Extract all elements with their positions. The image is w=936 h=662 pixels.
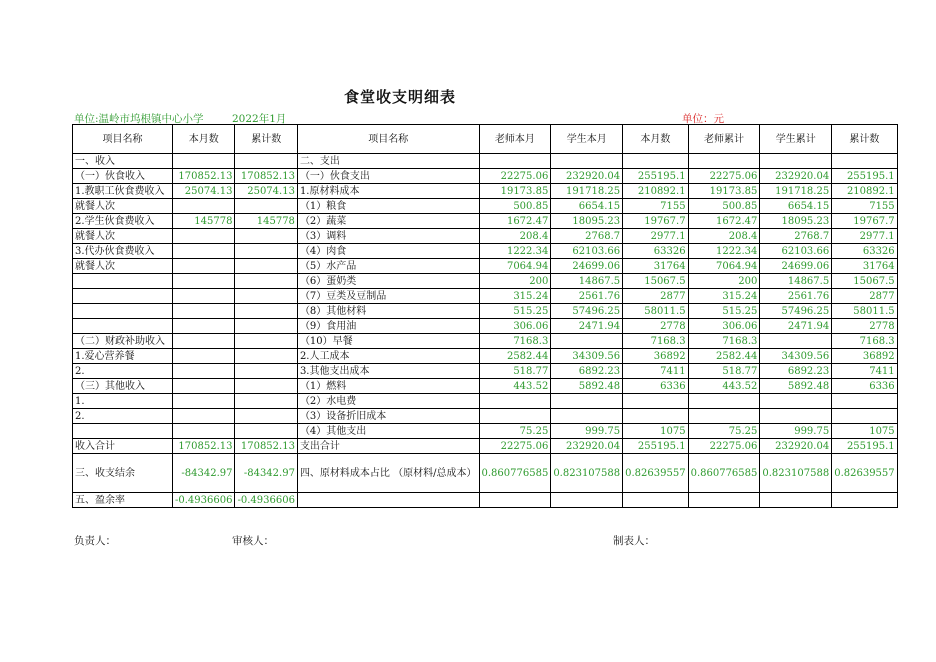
table-row bbox=[73, 493, 898, 508]
value-cell[interactable]: 443.52 bbox=[479, 379, 551, 394]
value-cell[interactable] bbox=[760, 394, 832, 409]
value-cell[interactable] bbox=[832, 409, 897, 424]
value-cell[interactable]: 63326 bbox=[623, 244, 688, 259]
value-cell[interactable]: 170852.13 bbox=[235, 169, 297, 184]
item-name-cell[interactable]: （8）其他材料 bbox=[297, 304, 479, 319]
value-cell[interactable]: 0.823107588 bbox=[760, 454, 832, 493]
value-cell[interactable] bbox=[173, 334, 235, 349]
item-name-cell[interactable] bbox=[73, 424, 173, 439]
value-cell[interactable]: 0.860776585 bbox=[688, 454, 760, 493]
value-cell[interactable]: 232920.04 bbox=[551, 169, 623, 184]
value-cell[interactable]: 255195.1 bbox=[832, 439, 897, 454]
value-cell[interactable]: 1672.47 bbox=[479, 214, 551, 229]
value-cell[interactable]: 22275.06 bbox=[688, 439, 760, 454]
value-cell[interactable] bbox=[760, 154, 832, 169]
value-cell[interactable]: 2778 bbox=[832, 319, 897, 334]
value-cell[interactable]: 315.24 bbox=[688, 289, 760, 304]
value-cell[interactable] bbox=[173, 349, 235, 364]
value-cell[interactable] bbox=[235, 409, 297, 424]
item-name-cell[interactable]: 收入合计 bbox=[73, 439, 173, 454]
value-cell[interactable]: 0.82639557 bbox=[832, 454, 897, 493]
value-cell[interactable]: 255195.1 bbox=[623, 439, 688, 454]
item-name-cell[interactable]: （6）蛋奶类 bbox=[297, 274, 479, 289]
value-cell[interactable] bbox=[235, 364, 297, 379]
value-cell[interactable] bbox=[760, 409, 832, 424]
value-cell[interactable]: 2877 bbox=[623, 289, 688, 304]
item-name-cell[interactable]: （三）其他收入 bbox=[73, 379, 173, 394]
value-cell[interactable]: 22275.06 bbox=[688, 169, 760, 184]
column-header: 学生本月 bbox=[551, 125, 623, 154]
responsible-person-label: 负责人： bbox=[74, 535, 116, 547]
value-cell[interactable]: 200 bbox=[688, 274, 760, 289]
item-name-cell[interactable] bbox=[73, 289, 173, 304]
value-cell[interactable]: -84342.97 bbox=[173, 454, 235, 493]
value-cell[interactable]: 6654.15 bbox=[551, 199, 623, 214]
value-cell[interactable] bbox=[173, 274, 235, 289]
value-cell[interactable]: -0.4936606 bbox=[235, 493, 297, 508]
income-expense-table bbox=[72, 124, 898, 508]
value-cell[interactable] bbox=[551, 394, 623, 409]
item-name-cell[interactable]: 四、原材料成本占比 （原材料/总成本） bbox=[297, 454, 479, 493]
table-row bbox=[73, 184, 898, 199]
table-row bbox=[73, 334, 898, 349]
value-cell[interactable]: -84342.97 bbox=[235, 454, 297, 493]
table-row bbox=[73, 364, 898, 379]
value-cell[interactable]: 2582.44 bbox=[479, 349, 551, 364]
value-cell[interactable] bbox=[832, 154, 897, 169]
value-cell[interactable]: 62103.66 bbox=[551, 244, 623, 259]
item-name-cell[interactable]: 1.教职工伙食费收入 bbox=[73, 184, 173, 199]
value-cell[interactable]: 2977.1 bbox=[832, 229, 897, 244]
value-cell[interactable]: 7168.3 bbox=[832, 334, 897, 349]
item-name-cell[interactable]: （4）其他支出 bbox=[297, 424, 479, 439]
value-cell[interactable]: 170852.13 bbox=[235, 439, 297, 454]
item-name-cell[interactable]: （9）食用油 bbox=[297, 319, 479, 334]
value-cell[interactable] bbox=[832, 493, 897, 508]
value-cell[interactable] bbox=[235, 259, 297, 274]
value-cell[interactable]: 500.85 bbox=[479, 199, 551, 214]
value-cell[interactable]: 7168.3 bbox=[688, 334, 760, 349]
item-name-cell[interactable]: （3）设备折旧成本 bbox=[297, 409, 479, 424]
item-name-cell[interactable]: （10）早餐 bbox=[297, 334, 479, 349]
item-name-cell[interactable]: 就餐人次 bbox=[73, 259, 173, 274]
value-cell[interactable] bbox=[551, 409, 623, 424]
item-name-cell[interactable]: （一）伙食支出 bbox=[297, 169, 479, 184]
value-cell[interactable]: 24699.06 bbox=[760, 259, 832, 274]
value-cell[interactable]: 19173.85 bbox=[479, 184, 551, 199]
value-cell[interactable]: 200 bbox=[479, 274, 551, 289]
value-cell[interactable] bbox=[551, 493, 623, 508]
value-cell[interactable]: 170852.13 bbox=[173, 169, 235, 184]
value-cell[interactable]: 19173.85 bbox=[688, 184, 760, 199]
value-cell[interactable] bbox=[235, 319, 297, 334]
table-row bbox=[73, 454, 898, 493]
table-row bbox=[73, 169, 898, 184]
value-cell[interactable]: 57496.25 bbox=[760, 304, 832, 319]
value-cell[interactable]: 14867.5 bbox=[551, 274, 623, 289]
item-name-cell[interactable]: 支出合计 bbox=[297, 439, 479, 454]
value-cell[interactable]: 443.52 bbox=[688, 379, 760, 394]
header-row bbox=[73, 125, 898, 154]
item-name-cell[interactable]: （7）豆类及豆制品 bbox=[297, 289, 479, 304]
value-cell[interactable] bbox=[235, 424, 297, 439]
value-cell[interactable]: 14867.5 bbox=[760, 274, 832, 289]
value-cell[interactable]: 306.06 bbox=[479, 319, 551, 334]
item-name-cell[interactable]: 1.爱心营养餐 bbox=[73, 349, 173, 364]
value-cell[interactable]: 0.823107588 bbox=[551, 454, 623, 493]
value-cell[interactable]: 15067.5 bbox=[623, 274, 688, 289]
value-cell[interactable] bbox=[173, 244, 235, 259]
value-cell[interactable]: 5892.48 bbox=[551, 379, 623, 394]
value-cell[interactable] bbox=[173, 319, 235, 334]
item-name-cell[interactable]: 3.其他支出成本 bbox=[297, 364, 479, 379]
column-header: 本月数 bbox=[173, 125, 235, 154]
value-cell[interactable]: 0.860776585 bbox=[479, 454, 551, 493]
value-cell[interactable]: 7411 bbox=[623, 364, 688, 379]
value-cell[interactable] bbox=[173, 229, 235, 244]
value-cell[interactable] bbox=[235, 229, 297, 244]
value-cell[interactable] bbox=[235, 274, 297, 289]
table-row bbox=[73, 379, 898, 394]
value-cell[interactable] bbox=[479, 493, 551, 508]
item-name-cell[interactable]: 2. bbox=[73, 409, 173, 424]
value-cell[interactable] bbox=[235, 154, 297, 169]
value-cell[interactable]: 6654.15 bbox=[760, 199, 832, 214]
value-cell[interactable]: 2471.94 bbox=[551, 319, 623, 334]
value-cell[interactable]: 515.25 bbox=[688, 304, 760, 319]
value-cell[interactable] bbox=[173, 394, 235, 409]
value-cell[interactable]: 7168.3 bbox=[479, 334, 551, 349]
value-cell[interactable]: 2778 bbox=[623, 319, 688, 334]
value-cell[interactable] bbox=[173, 259, 235, 274]
value-cell[interactable]: 34309.56 bbox=[760, 349, 832, 364]
item-name-cell[interactable]: （1）粮食 bbox=[297, 199, 479, 214]
sheet-title: 食堂收支明细表 bbox=[343, 88, 456, 106]
value-cell[interactable]: 7155 bbox=[623, 199, 688, 214]
value-cell[interactable] bbox=[173, 199, 235, 214]
table-row bbox=[73, 424, 898, 439]
value-cell[interactable]: 1075 bbox=[832, 424, 897, 439]
value-cell[interactable]: 232920.04 bbox=[551, 439, 623, 454]
value-cell[interactable]: 63326 bbox=[832, 244, 897, 259]
value-cell[interactable]: 15067.5 bbox=[832, 274, 897, 289]
item-name-cell[interactable]: 一、收入 bbox=[73, 154, 173, 169]
table-row bbox=[73, 409, 898, 424]
column-header: 学生累计 bbox=[760, 125, 832, 154]
item-name-cell[interactable]: （4）肉食 bbox=[297, 244, 479, 259]
table-row bbox=[73, 274, 898, 289]
table-row bbox=[73, 319, 898, 334]
value-cell[interactable]: 22275.06 bbox=[479, 439, 551, 454]
value-cell[interactable] bbox=[688, 409, 760, 424]
value-cell[interactable] bbox=[235, 304, 297, 319]
table-row bbox=[73, 259, 898, 274]
item-name-cell[interactable]: （2）蔬菜 bbox=[297, 214, 479, 229]
value-cell[interactable]: 306.06 bbox=[688, 319, 760, 334]
value-cell[interactable]: 7411 bbox=[832, 364, 897, 379]
item-name-cell[interactable] bbox=[73, 274, 173, 289]
value-cell[interactable] bbox=[832, 394, 897, 409]
value-cell[interactable]: 255195.1 bbox=[832, 169, 897, 184]
value-cell[interactable]: 315.24 bbox=[479, 289, 551, 304]
value-cell[interactable]: 34309.56 bbox=[551, 349, 623, 364]
value-cell[interactable]: 22275.06 bbox=[479, 169, 551, 184]
value-cell[interactable]: 6336 bbox=[623, 379, 688, 394]
reviewer-label: 审核人： bbox=[232, 535, 274, 547]
value-cell[interactable]: 210892.1 bbox=[832, 184, 897, 199]
item-name-cell[interactable]: （5）水产品 bbox=[297, 259, 479, 274]
item-name-cell[interactable]: （3）调料 bbox=[297, 229, 479, 244]
table-row bbox=[73, 349, 898, 364]
value-cell[interactable] bbox=[173, 379, 235, 394]
value-cell[interactable] bbox=[551, 154, 623, 169]
value-cell[interactable] bbox=[173, 424, 235, 439]
value-cell[interactable]: 191718.25 bbox=[760, 184, 832, 199]
value-cell[interactable]: 1672.47 bbox=[688, 214, 760, 229]
value-cell[interactable] bbox=[173, 154, 235, 169]
value-cell[interactable]: 0.82639557 bbox=[623, 454, 688, 493]
table-row bbox=[73, 289, 898, 304]
value-cell[interactable]: 6892.23 bbox=[551, 364, 623, 379]
value-cell[interactable]: 255195.1 bbox=[623, 169, 688, 184]
value-cell[interactable]: 1075 bbox=[623, 424, 688, 439]
column-header: 累计数 bbox=[832, 125, 897, 154]
value-cell[interactable] bbox=[760, 334, 832, 349]
table-row bbox=[73, 439, 898, 454]
value-cell[interactable]: 500.85 bbox=[688, 199, 760, 214]
value-cell[interactable]: 999.75 bbox=[551, 424, 623, 439]
unit-label: 单位:温岭市坞根镇中心小学 bbox=[74, 113, 204, 125]
value-cell[interactable]: 208.4 bbox=[479, 229, 551, 244]
value-cell[interactable] bbox=[688, 493, 760, 508]
item-name-cell[interactable]: （2）水电费 bbox=[297, 394, 479, 409]
item-name-cell[interactable]: 2.人工成本 bbox=[297, 349, 479, 364]
value-cell[interactable]: 2561.76 bbox=[551, 289, 623, 304]
item-name-cell[interactable]: 就餐人次 bbox=[73, 199, 173, 214]
value-cell[interactable]: 6892.23 bbox=[760, 364, 832, 379]
value-cell[interactable]: 518.77 bbox=[479, 364, 551, 379]
value-cell[interactable]: 515.25 bbox=[479, 304, 551, 319]
value-cell[interactable] bbox=[760, 493, 832, 508]
item-name-cell[interactable]: 就餐人次 bbox=[73, 229, 173, 244]
value-cell[interactable] bbox=[688, 394, 760, 409]
value-cell[interactable]: 19767.7 bbox=[832, 214, 897, 229]
value-cell[interactable]: 2582.44 bbox=[688, 349, 760, 364]
value-cell[interactable]: 31764 bbox=[623, 259, 688, 274]
value-cell[interactable] bbox=[551, 334, 623, 349]
item-name-cell[interactable]: （一）伙食收入 bbox=[73, 169, 173, 184]
table-row bbox=[73, 229, 898, 244]
value-cell[interactable] bbox=[173, 364, 235, 379]
table-row bbox=[73, 304, 898, 319]
value-cell[interactable]: 36892 bbox=[623, 349, 688, 364]
period-label: 2022年1月 bbox=[232, 113, 287, 125]
value-cell[interactable]: 62103.66 bbox=[760, 244, 832, 259]
value-cell[interactable] bbox=[479, 409, 551, 424]
value-cell[interactable]: 191718.25 bbox=[551, 184, 623, 199]
value-cell[interactable]: 7064.94 bbox=[479, 259, 551, 274]
item-name-cell[interactable]: 2.学生伙食费收入 bbox=[73, 214, 173, 229]
value-cell[interactable]: 58011.5 bbox=[623, 304, 688, 319]
value-cell[interactable]: 6336 bbox=[832, 379, 897, 394]
value-cell[interactable]: 2768.7 bbox=[760, 229, 832, 244]
value-cell[interactable] bbox=[173, 289, 235, 304]
value-cell[interactable]: 1222.34 bbox=[479, 244, 551, 259]
value-cell[interactable] bbox=[623, 409, 688, 424]
value-cell[interactable] bbox=[235, 394, 297, 409]
item-name-cell[interactable]: 2. bbox=[73, 364, 173, 379]
value-cell[interactable]: 5892.48 bbox=[760, 379, 832, 394]
value-cell[interactable]: 18095.23 bbox=[551, 214, 623, 229]
preparer-label: 制表人： bbox=[613, 535, 655, 547]
value-cell[interactable]: 232920.04 bbox=[760, 169, 832, 184]
value-cell[interactable] bbox=[479, 154, 551, 169]
value-cell[interactable] bbox=[173, 304, 235, 319]
value-cell[interactable]: -0.4936606 bbox=[173, 493, 235, 508]
value-cell[interactable]: 1222.34 bbox=[688, 244, 760, 259]
table-row bbox=[73, 154, 898, 169]
column-header: 项目名称 bbox=[73, 125, 173, 154]
value-cell[interactable]: 18095.23 bbox=[760, 214, 832, 229]
value-cell[interactable] bbox=[623, 154, 688, 169]
item-name-cell[interactable]: 3.代办伙食费收入 bbox=[73, 244, 173, 259]
item-name-cell[interactable]: 五、盈余率 bbox=[73, 493, 173, 508]
value-cell[interactable]: 208.4 bbox=[688, 229, 760, 244]
item-name-cell[interactable]: （二）财政补助收入 bbox=[73, 334, 173, 349]
value-cell[interactable]: 58011.5 bbox=[832, 304, 897, 319]
column-header: 本月数 bbox=[623, 125, 688, 154]
item-name-cell[interactable]: 1. bbox=[73, 394, 173, 409]
column-header: 项目名称 bbox=[297, 125, 479, 154]
item-name-cell[interactable] bbox=[73, 319, 173, 334]
value-cell[interactable]: 36892 bbox=[832, 349, 897, 364]
value-cell[interactable]: 75.25 bbox=[479, 424, 551, 439]
value-cell[interactable]: 210892.1 bbox=[623, 184, 688, 199]
value-cell[interactable]: 25074.13 bbox=[235, 184, 297, 199]
value-cell[interactable]: 145778 bbox=[173, 214, 235, 229]
value-cell[interactable] bbox=[235, 334, 297, 349]
value-cell[interactable]: 2471.94 bbox=[760, 319, 832, 334]
value-cell[interactable]: 24699.06 bbox=[551, 259, 623, 274]
value-cell[interactable]: 232920.04 bbox=[760, 439, 832, 454]
table-row bbox=[73, 244, 898, 259]
column-header: 老师本月 bbox=[479, 125, 551, 154]
value-cell[interactable]: 31764 bbox=[832, 259, 897, 274]
value-cell[interactable]: 7064.94 bbox=[688, 259, 760, 274]
value-cell[interactable] bbox=[173, 409, 235, 424]
value-cell[interactable]: 7168.3 bbox=[623, 334, 688, 349]
value-cell[interactable] bbox=[688, 154, 760, 169]
value-cell[interactable] bbox=[623, 493, 688, 508]
value-cell[interactable]: 25074.13 bbox=[173, 184, 235, 199]
value-cell[interactable] bbox=[623, 394, 688, 409]
value-cell[interactable] bbox=[235, 244, 297, 259]
table-row bbox=[73, 199, 898, 214]
value-cell[interactable] bbox=[235, 199, 297, 214]
table-row bbox=[73, 214, 898, 229]
item-name-cell[interactable]: （1）燃料 bbox=[297, 379, 479, 394]
item-name-cell[interactable]: 1.原材料成本 bbox=[297, 184, 479, 199]
item-name-cell[interactable] bbox=[297, 493, 479, 508]
value-cell[interactable]: 145778 bbox=[235, 214, 297, 229]
value-cell[interactable]: 19767.7 bbox=[623, 214, 688, 229]
value-cell[interactable]: 57496.25 bbox=[551, 304, 623, 319]
item-name-cell[interactable]: 三、收支结余 bbox=[73, 454, 173, 493]
item-name-cell[interactable] bbox=[73, 304, 173, 319]
value-cell[interactable] bbox=[479, 394, 551, 409]
value-cell[interactable] bbox=[235, 349, 297, 364]
value-cell[interactable]: 2877 bbox=[832, 289, 897, 304]
item-name-cell[interactable]: 二、支出 bbox=[297, 154, 479, 169]
value-cell[interactable]: 2977.1 bbox=[623, 229, 688, 244]
column-header: 老师累计 bbox=[688, 125, 760, 154]
value-cell[interactable] bbox=[235, 379, 297, 394]
value-cell[interactable]: 518.77 bbox=[688, 364, 760, 379]
table-row bbox=[73, 394, 898, 409]
value-cell[interactable]: 7155 bbox=[832, 199, 897, 214]
value-cell[interactable]: 75.25 bbox=[688, 424, 760, 439]
value-cell[interactable]: 170852.13 bbox=[173, 439, 235, 454]
value-cell[interactable]: 2768.7 bbox=[551, 229, 623, 244]
value-cell[interactable]: 2561.76 bbox=[760, 289, 832, 304]
currency-unit-label: 单位：元 bbox=[682, 113, 724, 125]
value-cell[interactable] bbox=[235, 289, 297, 304]
value-cell[interactable]: 999.75 bbox=[760, 424, 832, 439]
column-header: 累计数 bbox=[235, 125, 297, 154]
